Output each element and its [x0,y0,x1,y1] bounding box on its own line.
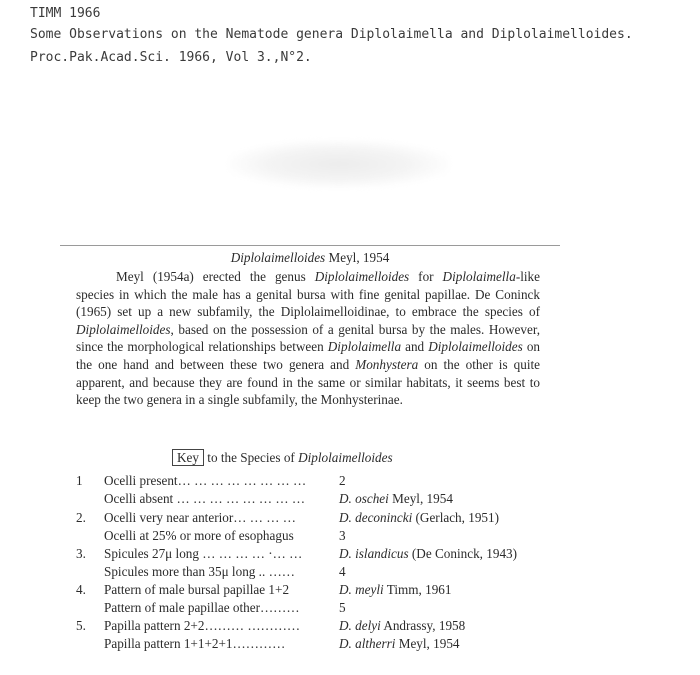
heading-genus: Diplolaimelloides [230,250,326,265]
para-genus: Diplolaimelloides [428,339,523,355]
key-row-species: D. delyi [339,618,381,633]
key-row-species: D. altherri [339,636,396,651]
key-row [0,636,620,654]
key-row [0,564,620,582]
key-row-number: 2. [76,510,86,525]
para-text: on the other is quite apparent, and because they are found in the same or similar habitats, it seems best to keep the two genera in a single subfamily, the Monhysterinae. [76,356,540,408]
key-row-authority: Timm, 1961 [383,582,452,597]
key-row-result [339,546,517,562]
para-genus: Monhystera [355,356,419,372]
scan-smudge [228,140,450,188]
key-row [0,473,620,491]
key-row [0,546,620,564]
key-row-result [339,636,460,652]
para-genus: Diplolaimelloides [76,321,171,337]
para-text: for [409,269,443,284]
key-row-result [339,473,346,489]
key-row-text: Spicules 27μ long … … … … ·… … [104,546,303,561]
key-row-text: Ocelli very near anterior… … … … [104,510,296,525]
key-row-result [339,564,346,580]
section-heading [0,250,620,266]
key-row-authority: Andrassy, 1958 [380,618,466,633]
key-row-species: D. islandicus [339,546,409,561]
key-row-text: Ocelli at 25% or more of esophagus [104,528,294,543]
key-row-target: 5 [339,600,346,615]
key-row [0,510,620,528]
key-row-species: D. meyli [339,582,384,597]
key-row-target: 3 [339,528,346,543]
citation-title: Some Observations on the Nematode genera Diplolaimella and Diplolaimelloides. [30,27,633,42]
key-row-text: Ocelli present… … … … … … … … [104,473,307,488]
key-row-species: D. oschei [339,491,389,506]
key-row-text: Spicules more than 35μ long .. …… [104,564,295,579]
para-text: , based on the possession of a genital bursa by the males. However, since the morphological relationships between [76,321,540,355]
key-title-genus: Diplolaimelloides [298,450,393,465]
key-row [0,582,620,600]
key-row-authority: (De Coninck, 1943) [408,546,518,561]
heading-author: Meyl, 1954 [328,250,390,265]
key-row [0,528,620,546]
key-row-species: D. deconincki [339,510,413,525]
key-row-result [339,582,452,598]
key-row-number: 4. [76,582,86,597]
citation-author-year: TIMM 1966 [30,6,101,21]
intro-paragraph [76,268,540,409]
key-row-authority: (Gerlach, 1951) [412,510,500,525]
key-row-authority: Meyl, 1954 [395,636,460,651]
key-row-text: Pattern of male papillae other……… [104,600,300,615]
key-row-result [339,510,499,526]
key-row-text: Ocelli absent … … … … … … … … [104,491,306,506]
key-row-result [339,618,465,634]
key-row-authority: Meyl, 1954 [388,491,453,506]
key-row [0,600,620,618]
key-row-target: 2 [339,473,346,488]
key-row-text: Papilla pattern 1+1+2+1………… [104,636,286,651]
key-row [0,491,620,509]
key-row-text: Papilla pattern 2+2……… ………… [104,618,301,633]
clipping-top-edge [60,245,560,246]
key-row-number: 3. [76,546,86,561]
para-text: and [401,339,429,355]
key-row-result [339,600,346,616]
para-genus: Diplolaimella [442,269,516,284]
para-text: -like species in which the male has a genital bursa with fine genital papillae. De Coninck (1965) set up a new subfamily, the Diplolaimelloidinae, to embrace the species of [76,269,540,320]
key-row-target: 4 [339,564,346,579]
para-genus: Diplolaimella [327,339,402,355]
key-row-number: 1 [76,473,83,488]
para-text: on the one hand and between these two genera and [76,339,541,372]
key-row-result [339,528,346,544]
key-row-number: 5. [76,618,86,633]
key-row-result [339,491,453,507]
citation-journal: Proc.Pak.Acad.Sci. 1966, Vol 3.,N°2. [30,50,312,65]
key-row [0,618,620,636]
key-title-text: to the Species of [203,450,299,465]
key-row-text: Pattern of male bursal papillae 1+2 [104,582,290,597]
key-title [172,450,393,466]
key-boxed-word: Key [172,449,204,466]
para-text: Meyl (1954a) erected the genus [116,269,315,284]
para-genus: Diplolaimelloides [314,269,410,284]
